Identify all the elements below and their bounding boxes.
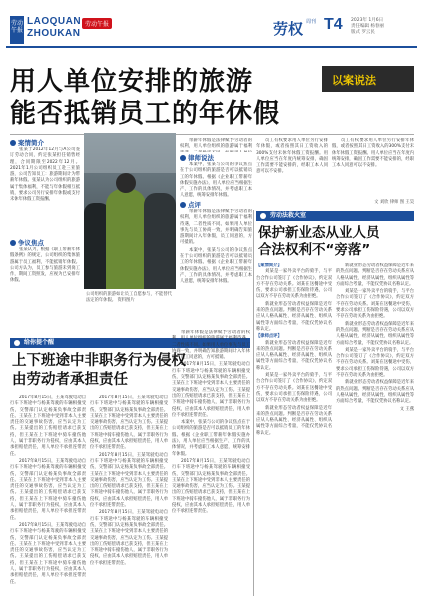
bullet-icon: [10, 240, 16, 246]
divider: [253, 210, 254, 596]
case-label: 案情简介: [10, 138, 44, 147]
photo-person-head: [116, 173, 136, 193]
headline-line-1: 用人单位安排的旅游: [10, 67, 254, 97]
byline: 文 刘欣 律师 图 王昊: [374, 200, 414, 205]
law-label: 律师说法: [180, 153, 214, 162]
issue-date: 2023年 1月6日: [351, 18, 384, 23]
column-name: 以案说法: [332, 74, 376, 87]
labor-box-title: [258, 225, 380, 259]
logo-tag: 劳动午报: [82, 18, 112, 29]
page-number: T4: [324, 16, 343, 33]
right-top-text-a: 员工有权要求用人单位另行安排年休假，或者按照其日工资收入的300%支付未休年休假工资报酬。用人单位应当在年度内统筹安排，确因工作需要不能安排的，经职工本人同意可以不安排。: [256, 138, 328, 175]
labor-text-a: 【案情简介】 刘某是一家外卖平台的骑手，与平台合作公司签订了《合作协议》，约定双方不存在劳动关系。刘某在送餐途中受伤，要求公司承担工伤保险待遇，公司以双方不存在劳动关系为由拒绝。 新就业形态劳动者权益保障是近年来的热点问题。判断是否存在劳动关系应从人格从属性、经济从属性、组织从属性等方面综合考量，不能仅凭协议名称认定。 【律师点评】 新就业形态劳动者权益保障是近年来的热点问题。判断是否存在劳动关系应从人格从属性、经济从属性、组织从属性等方面综合考量，不能仅凭协议名称认定。 刘某是一家外卖平台的骑手，与平台合作公司签订了《合作协议》，约定双方不存在劳动关系。刘某在送餐途中受伤，要求公司承担工伤保险待遇，公司以双方不存在劳动关系为由拒绝。 新就业形态劳动者权益保障是近年来的热点问题。判断是否存在劳动关系应从人格从属性、经济从属性、组织从属性等方面综合考量，不能仅凭协议名称认定。: [256, 263, 332, 436]
logo-en-laoquan: LAOQUAN: [27, 16, 82, 27]
reminder-label: 给你提个醒: [10, 338, 250, 348]
labor-byline: 文 王燕: [399, 406, 414, 412]
section-sub: 周刊: [306, 19, 317, 25]
photo-caption: 公司组织的旅游如让员工自愿参与，不能替代法定的年休假。 资料图片: [86, 292, 172, 303]
dispute-label: 争议焦点: [10, 238, 44, 247]
masthead: [6, 4, 417, 48]
reminder-title: [12, 352, 186, 390]
editor-credit: 责任编辑 杨春丽: [351, 24, 384, 29]
column-name-box: [322, 66, 414, 92]
bullet-icon: [180, 202, 186, 208]
mid-intro: 带薪年休假是法律赋予劳动者的权利，用人单位组织的旅游属于福利: [180, 138, 252, 150]
labor-case-label: 【案情简介】: [256, 263, 282, 268]
point-text: 带薪年休假是法律赋予劳动者的权利，用人单位组织的旅游属于福利待遇，二者性质不同。如果用人单位事先与员工协商一致，并明确告知旅游期间计入年休假，员工同意的，方可抵销。 本案中，张某与公司的争议焦点在于公司组织的旅游是否可以抵销员工的年休假。根据《企业职工带薪年休假实施办法》，用人单位应当根据生产、工作的具体情况，并考虑职工本人意愿，统筹安排年休假。: [180, 209, 252, 285]
labor-analysis-label: 【律师点评】: [256, 334, 282, 340]
masthead-meta: [351, 18, 384, 36]
case-text: 张某于2012年12月与A公司签订劳动合同，约定张某担任销售经理，合同期限至2022年12月。2021年1月公司组织员工赴三亚旅游，公司告知员工：旅游期间计为带薪年休假。张某认为公司组织的旅游属于集体福利，不能与年休假相互抵销，要求公司另行安排年休假或支付未休年休假工资报酬。: [10, 147, 80, 203]
reminder-text-a: 2017年8月15日，王某驾驶电动自行车下班途中与杨某驾驶的车辆相撞受伤，交警部门认定杨某负事故全部责任。王某在上下班途中受到非本人主要责任的交通事故伤害，应当认定为工伤。王某提出的工伤赔偿请求已获支持，但王某在上下班途中骑车撞伤他人，属于非职务行为侵权，应由其本人承担赔偿责任，用人单位不承担连带责任。 2017年8月15日，王某驾驶电动自行车下班途中与杨某驾驶的车辆相撞受伤，交警部门认定杨某负事故全部责任。王某在上下班途中受到非本人主要责任的交通事故伤害，应当认定为工伤。王某提出的工伤赔偿请求已获支持，但王某在上下班途中骑车撞伤他人，属于非职务行为侵权，应由其本人承担赔偿责任，用人单位不承担连带责任。 2017年8月15日，王某驾驶电动自行车下班途中与杨某驾驶的车辆相撞受伤，交警部门认定杨某负事故全部责任。王某在上下班途中受到非本人主要责任的交通事故伤害，应当认定为工伤。王某提出的工伤赔偿请求已获支持，但王某在上下班途中骑车撞伤他人，属于非职务行为侵权，应由其本人承担赔偿责任，用人单位不承担连带责任。: [10, 395, 86, 585]
reminder-text-b: 2017年8月15日，王某驾驶电动自行车下班途中与杨某驾驶的车辆相撞受伤，交警部门认定杨某负事故全部责任。王某在上下班途中受到非本人主要责任的交通事故伤害，应当认定为工伤。王某提出的工伤赔偿请求已获支持，但王某在上下班途中骑车撞伤他人，属于非职务行为侵权，应由其本人承担赔偿责任，用人单位不承担连带责任。 2017年8月15日，王某驾驶电动自行车下班途中与杨某驾驶的车辆相撞受伤，交警部门认定杨某负事故全部责任。王某在上下班途中受到非本人主要责任的交通事故伤害，应当认定为工伤。王某提出的工伤赔偿请求已获支持，但王某在上下班途中骑车撞伤他人，属于非职务行为侵权，应由其本人承担赔偿责任，用人单位不承担连带责任。 2017年8月15日，王某驾驶电动自行车下班途中与杨某驾驶的车辆相撞受伤，交警部门认定杨某负事故全部责任。王某在上下班途中受到非本人主要责任的交通事故伤害，应当认定为工伤。王某提出的工伤赔偿请求已获支持，但王某在上下班途中骑车撞伤他人，属于非职务行为侵权，应由其本人承担赔偿责任，用人单位不承担连带责任。: [90, 395, 168, 566]
labor-title-line-2: 合法权利不“旁落”: [258, 242, 371, 258]
section-name: 劳权: [273, 20, 304, 38]
labor-box-label: 劳动法救火室: [256, 211, 414, 221]
logo-cn: 劳动午报: [10, 16, 24, 44]
reminder-text-c: 带薪年休假是法律赋予劳动者的权利，用人单位组织的旅游属于福利待遇，二者性质不同。如果用人单位事先与员工协商一致，并明确告知旅游期间计入年休假，员工同意的，方可抵销。 2017年8月15日，王某驾驶电动自行车下班途中与杨某驾驶的车辆相撞受伤，交警部门认定杨某负事故全部责任。王某在上下班途中受到非本人主要责任的交通事故伤害，应当认定为工伤。王某提出的工伤赔偿请求已获支持，但王某在上下班途中骑车撞伤他人，属于非职务行为侵权，应由其本人承担赔偿责任，用人单位不承担连带责任。 本案中，张某与公司的争议焦点在于公司组织的旅游是否可以抵销员工的年休假。根据《企业职工带薪年休假实施办法》，用人单位应当根据生产、工作的具体情况，并考虑职工本人意愿，统筹安排年休假。 2017年8月15日，王某驾驶电动自行车下班途中与杨某驾驶的车辆相撞受伤，交警部门认定杨某负事故全部责任。王某在上下班途中受到非本人主要责任的交通事故伤害，应当认定为工伤。王某提出的工伤赔偿请求已获支持，但王某在上下班途中骑车撞伤他人，属于非职务行为侵权，应由其本人承担赔偿责任，用人单位不承担连带责任。: [172, 330, 250, 515]
photo-person: [144, 193, 176, 289]
reminder-title-line-1: 上下班途中非职务行为侵权: [12, 353, 186, 369]
bullet-icon: [10, 140, 16, 146]
news-photo: [84, 133, 176, 289]
right-top-text-b: 员工有权要求用人单位另行安排年休假，或者按照其日工资收入的300%支付未休年休假工资报酬。用人单位应当在年度内统筹安排，确因工作需要不能安排的，经职工本人同意可以不安排。: [332, 138, 414, 169]
divider: [10, 134, 414, 135]
point-label: 点评: [180, 200, 201, 209]
logo-en-zhoukan: ZHOUKAN: [27, 28, 81, 39]
dispute-text: 张某认为，根据《职工带薪年休假条例》的规定，公司组织的集体旅游属于员工福利，不能抵销年休假。公司方认为，员工参与旅游未到岗工作，期间工资照发，应视为已安排年休假。: [10, 247, 80, 284]
labor-text-b: 新就业形态劳动者权益保障是近年来的热点问题。判断是否存在劳动关系应从人格从属性、经济从属性、组织从属性等方面综合考量，不能仅凭协议名称认定。 刘某是一家外卖平台的骑手，与平台合作公司签订了《合作协议》，约定双方不存在劳动关系。刘某在送餐途中受伤，要求公司承担工伤保险待遇，公司以双方不存在劳动关系为由拒绝。 新就业形态劳动者权益保障是近年来的热点问题。判断是否存在劳动关系应从人格从属性、经济从属性、组织从属性等方面综合考量，不能仅凭协议名称认定。 刘某是一家外卖平台的骑手，与平台合作公司签订了《合作协议》，约定双方不存在劳动关系。刘某在送餐途中受伤，要求公司承担工伤保险待遇，公司以双方不存在劳动关系为由拒绝。 新就业形态劳动者权益保障是近年来的热点问题。判断是否存在劳动关系应从人格从属性、经济从属性、组织从属性等方面综合考量，不能仅凭协议名称认定。 文 王燕: [336, 263, 414, 412]
bullet-icon: [180, 155, 186, 161]
photo-person: [106, 189, 146, 289]
law-text: 本案中，张某与公司的争议焦点在于公司组织的旅游是否可以抵销员工的年休假。根据《企业职工带薪年休假实施办法》，用人单位应当根据生产、工作的具体情况，并考虑职工本人意愿，统筹安排年休假。: [180, 162, 252, 198]
labor-title-line-1: 保护新业态从业人员: [258, 225, 380, 241]
headline-line-2: 能否抵销员工的年休假: [10, 99, 281, 129]
main-headline: [10, 66, 280, 130]
reminder-title-line-2: 由劳动者承担责任: [12, 372, 128, 388]
designer-credit: 版式 罗云民: [351, 30, 375, 35]
